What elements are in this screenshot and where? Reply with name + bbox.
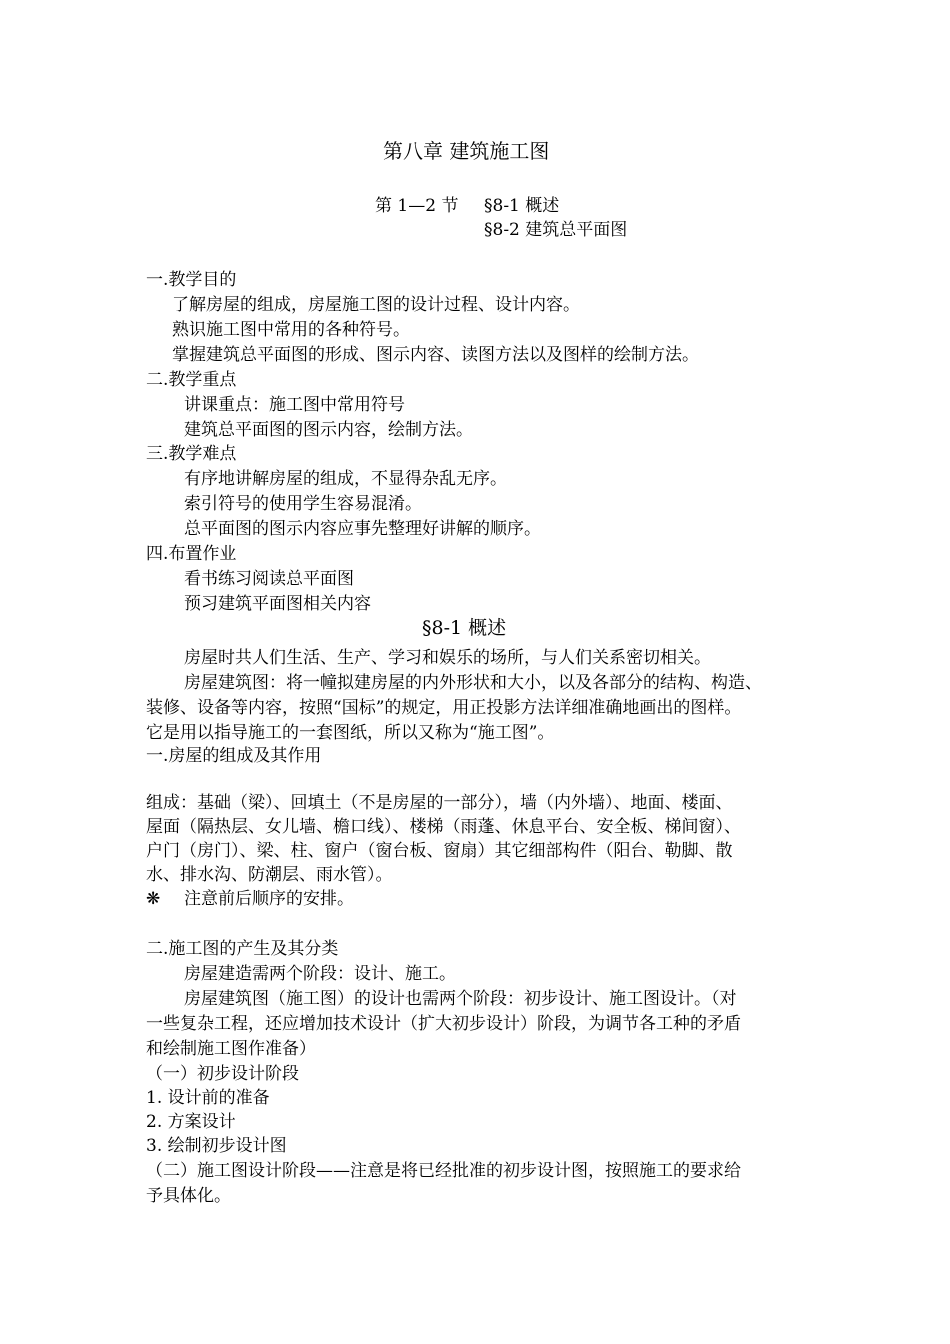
section-header-line-1: §8-1 概述	[484, 196, 560, 216]
stage-2-line: （二）施工图设计阶段——注意是将已经批准的初步设计图，按照施工的要求给	[146, 1161, 741, 1181]
difficulties-item: 总平面图的图示内容应事先整理好讲解的顺序。	[184, 519, 541, 539]
difficulties-item: 有序地讲解房屋的组成，不显得杂乱无序。	[184, 469, 507, 489]
section-header-prefix: 第 1—2 节	[375, 196, 459, 216]
stage-2-line: 予具体化。	[146, 1186, 231, 1206]
objectives-item: 掌握建筑总平面图的形成、图示内容、读图方法以及图样的绘制方法。	[172, 345, 699, 365]
composition-note: 注意前后顺序的安排。	[184, 889, 354, 909]
drawings-paragraph-line: 一些复杂工程，还应增加技术设计（扩大初步设计）阶段，为调节各工种的矛盾	[146, 1014, 741, 1034]
composition-line: 水、排水沟、防潮层、雨水管）。	[146, 865, 393, 885]
objectives-item: 熟识施工图中常用的各种符号。	[172, 320, 410, 340]
homework-heading: 四.布置作业	[146, 544, 237, 564]
key-points-item: 建筑总平面图的图示内容，绘制方法。	[184, 420, 473, 440]
note-symbol: ❋	[146, 889, 161, 909]
drawings-paragraph-line: 房屋建筑图（施工图）的设计也需两个阶段：初步设计、施工图设计。（对	[184, 989, 737, 1009]
section-header-line-2: §8-2 建筑总平面图	[484, 220, 628, 240]
intro-paragraph-line: 它是用以指导施工的一套图纸，所以又称为“施工图”。	[146, 723, 555, 743]
section-title: §8-1 概述	[422, 617, 507, 639]
objectives-item: 了解房屋的组成，房屋施工图的设计过程、设计内容。	[172, 295, 580, 315]
stage-1-heading: （一）初步设计阶段	[146, 1064, 299, 1084]
key-points-heading: 二.教学重点	[146, 370, 237, 390]
drawings-paragraph-line: 和绘制施工图作准备）	[146, 1039, 316, 1059]
stage-1-step: 3. 绘制初步设计图	[146, 1136, 287, 1156]
difficulties-item: 索引符号的使用学生容易混淆。	[184, 494, 422, 514]
stage-1-step: 1. 设计前的准备	[146, 1088, 270, 1108]
homework-item: 看书练习阅读总平面图	[184, 569, 354, 589]
difficulties-heading: 三.教学难点	[146, 444, 237, 464]
composition-line: 屋面（隔热层、女儿墙、檐口线）、楼梯（雨蓬、休息平台、安全板、梯间窗）、	[146, 817, 741, 837]
drawings-heading: 二.施工图的产生及其分类	[146, 939, 339, 959]
intro-paragraph: 房屋时共人们生活、生产、学习和娱乐的场所，与人们关系密切相关。	[184, 648, 711, 668]
composition-heading: 一.房屋的组成及其作用	[146, 746, 322, 766]
intro-paragraph-line: 装修、设备等内容，按照“国标”的规定，用正投影方法详细准确地画出的图样。	[146, 698, 742, 718]
homework-item: 预习建筑平面图相关内容	[184, 594, 371, 614]
drawings-paragraph: 房屋建造需两个阶段：设计、施工。	[184, 964, 456, 984]
objectives-heading: 一.教学目的	[146, 270, 237, 290]
chapter-title: 第八章 建筑施工图	[383, 139, 550, 163]
stage-1-step: 2. 方案设计	[146, 1112, 236, 1132]
composition-line: 户门（房门）、梁、柱、窗户（窗台板、窗扇）其它细部构件（阳台、勒脚、散	[146, 841, 733, 861]
intro-paragraph-line: 房屋建筑图：将一幢拟建房屋的内外形状和大小，以及各部分的结构、构造、	[184, 673, 762, 693]
composition-line: 组成：基础（梁）、回填土（不是房屋的一部分），墙（内外墙）、地面、楼面、	[146, 793, 733, 813]
key-points-item: 讲课重点：施工图中常用符号	[184, 395, 405, 415]
